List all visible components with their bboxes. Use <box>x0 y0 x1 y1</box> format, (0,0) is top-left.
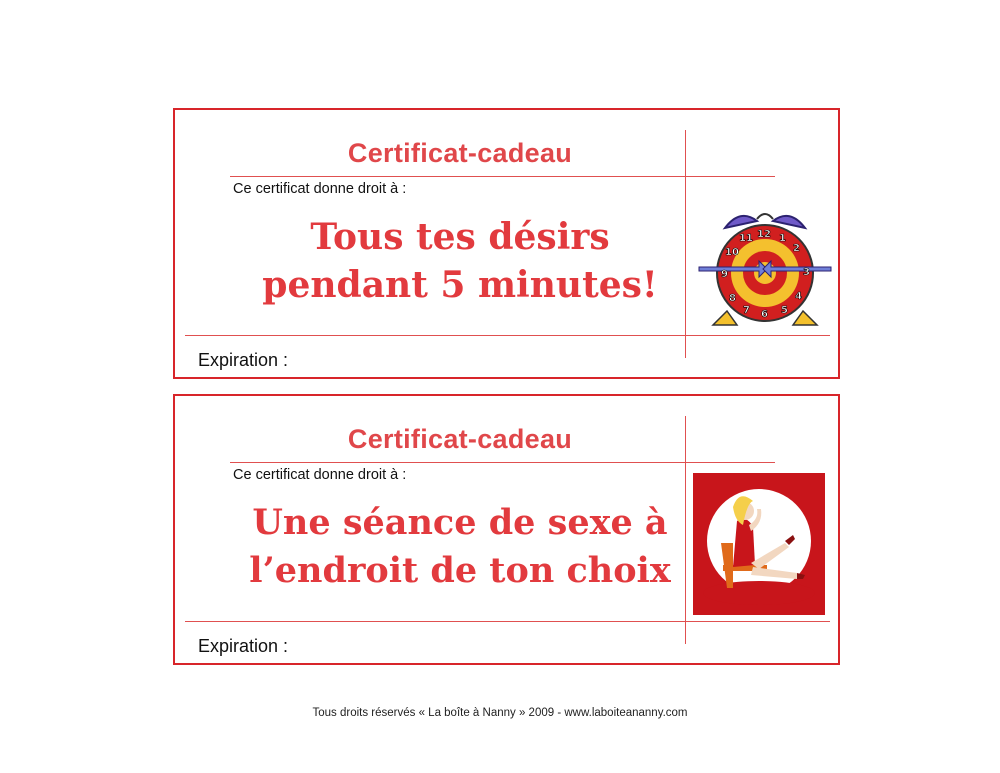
expiration-label: Expiration : <box>198 636 289 656</box>
svg-text:6: 6 <box>761 309 768 320</box>
divider-above-expiration <box>185 335 830 336</box>
offer-line-2: pendant 5 minutes! <box>262 264 658 306</box>
divider-under-title <box>230 176 775 177</box>
svg-text:7: 7 <box>743 305 750 316</box>
certificate-title: Certificat-cadeau <box>347 138 573 168</box>
svg-text:9: 9 <box>721 269 728 280</box>
certificate-subtitle: Ce certificat donne droit à : <box>233 181 407 197</box>
svg-text:12: 12 <box>757 229 771 240</box>
svg-text:11: 11 <box>739 233 753 244</box>
svg-text:10: 10 <box>725 247 739 258</box>
svg-text:5: 5 <box>781 305 788 316</box>
offer-line-1: Une séance de sexe à <box>252 502 668 543</box>
svg-text:1: 1 <box>779 233 786 244</box>
svg-text:2: 2 <box>793 243 800 254</box>
svg-text:3: 3 <box>803 267 810 278</box>
svg-text:8: 8 <box>729 293 736 304</box>
svg-text:4: 4 <box>795 291 802 302</box>
footer-copyright: Tous droits réservés « La boîte à Nanny » 2009 - www.laboiteananny.com <box>312 707 688 719</box>
certificate-subtitle: Ce certificat donne droit à : <box>233 467 407 483</box>
woman-on-chair-icon <box>693 473 825 615</box>
certificate-offer <box>195 499 725 595</box>
gift-certificate-2 <box>173 394 840 665</box>
divider-above-expiration <box>185 621 830 622</box>
alarm-clock-icon <box>695 203 835 328</box>
offer-line-2: l’endroit de ton choix <box>249 550 671 591</box>
offer-line-1: Tous tes désirs <box>310 216 610 258</box>
certificate-title: Certificat-cadeau <box>347 424 573 454</box>
certificate-offer <box>195 213 725 309</box>
expiration-label: Expiration : <box>198 350 289 370</box>
divider-under-title <box>230 462 775 463</box>
gift-certificate-1 <box>173 108 840 379</box>
